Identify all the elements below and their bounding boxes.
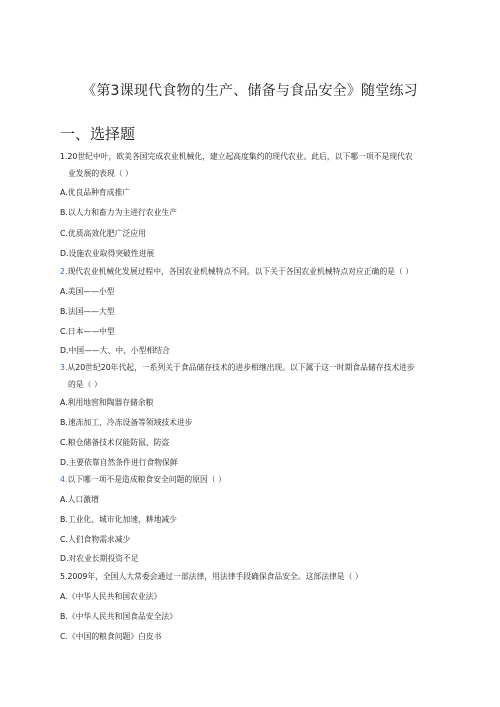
document-title: 《第3课现代食物的生产、储备与食品安全》随堂练习 — [82, 83, 418, 99]
question-3-stem-line-2: 的是（ ） — [68, 380, 102, 389]
question-5-number: 5. — [60, 572, 68, 581]
question-4-option-d: D.对农业长期投资不足 — [60, 554, 139, 563]
question-1-option-c: C.优质高效化肥广泛应用 — [60, 229, 146, 238]
question-2-stem-line-1: 2.现代农业机械化发展过程中，各国农业机械特点不同。以下关于各国农业机械特点对应正确的是（ ） — [60, 267, 413, 276]
question-4-stem-line-1: 4.以下哪一项不是造成粮食安全问题的原因（ ） — [60, 475, 226, 484]
question-3-option-d: D.主要依靠自然条件进行食物保鲜 — [60, 458, 178, 467]
question-3-option-a: A.利用地窖和陶器存储余粮 — [60, 398, 154, 407]
question-2-option-d: D.中国——大、中、小型相结合 — [60, 346, 170, 355]
question-1-option-d: D.设施农业取得突破性进展 — [60, 249, 155, 258]
question-1-option-a: A.优良品种育成推广 — [60, 188, 131, 197]
question-3-option-c: C.粮仓储备技术仅能防鼠、防盗 — [60, 438, 170, 447]
question-3-number: 3. — [60, 363, 68, 372]
question-2-option-c: C.日本——中型 — [60, 327, 115, 336]
question-4-number: 4. — [60, 475, 68, 484]
question-5-stem-line-1: 5.2009年，全国人大常委会通过一部法律，用法律手段确保食品安全。这部法律是（ ） — [60, 572, 363, 581]
question-3-option-b: B.速冻加工、冷冻设备等领域技术进步 — [60, 418, 193, 427]
question-4-option-b: B.工业化、城市化加速，耕地减少 — [60, 515, 177, 524]
question-3-stem-line-1: 3.从20世纪20年代起，一系列关于食品储存技术的进步相继出现。以下属于这一时期食品储存技术进步 — [60, 363, 415, 372]
question-2-option-b: B.法国——大型 — [60, 307, 115, 316]
question-2-option-a: A.美国——小型 — [60, 287, 115, 296]
question-1-number: 1. — [60, 152, 68, 161]
question-1-stem-line-2: 业发展的表现（ ） — [68, 169, 133, 178]
question-1-stem-line-1: 1.20世纪中叶，欧美各国完成农业机械化，建立起高度集约的现代农业。此后，以下哪一项不是现代农 — [60, 152, 413, 161]
question-2-number: 2. — [60, 267, 68, 276]
question-4-option-a: A.人口激增 — [60, 495, 99, 504]
question-4-option-c: C.人们食物需求减少 — [60, 535, 131, 544]
question-1-option-b: B.以人力和畜力为主进行农业生产 — [60, 208, 177, 217]
question-5-option-c: C.《中国的粮食问题》白皮书 — [60, 632, 162, 641]
question-5-option-b: B.《中华人民共和国食品安全法》 — [60, 612, 177, 621]
question-5-option-a: A.《中华人民共和国农业法》 — [60, 592, 162, 601]
section-heading: 一、选择题 — [60, 125, 136, 143]
